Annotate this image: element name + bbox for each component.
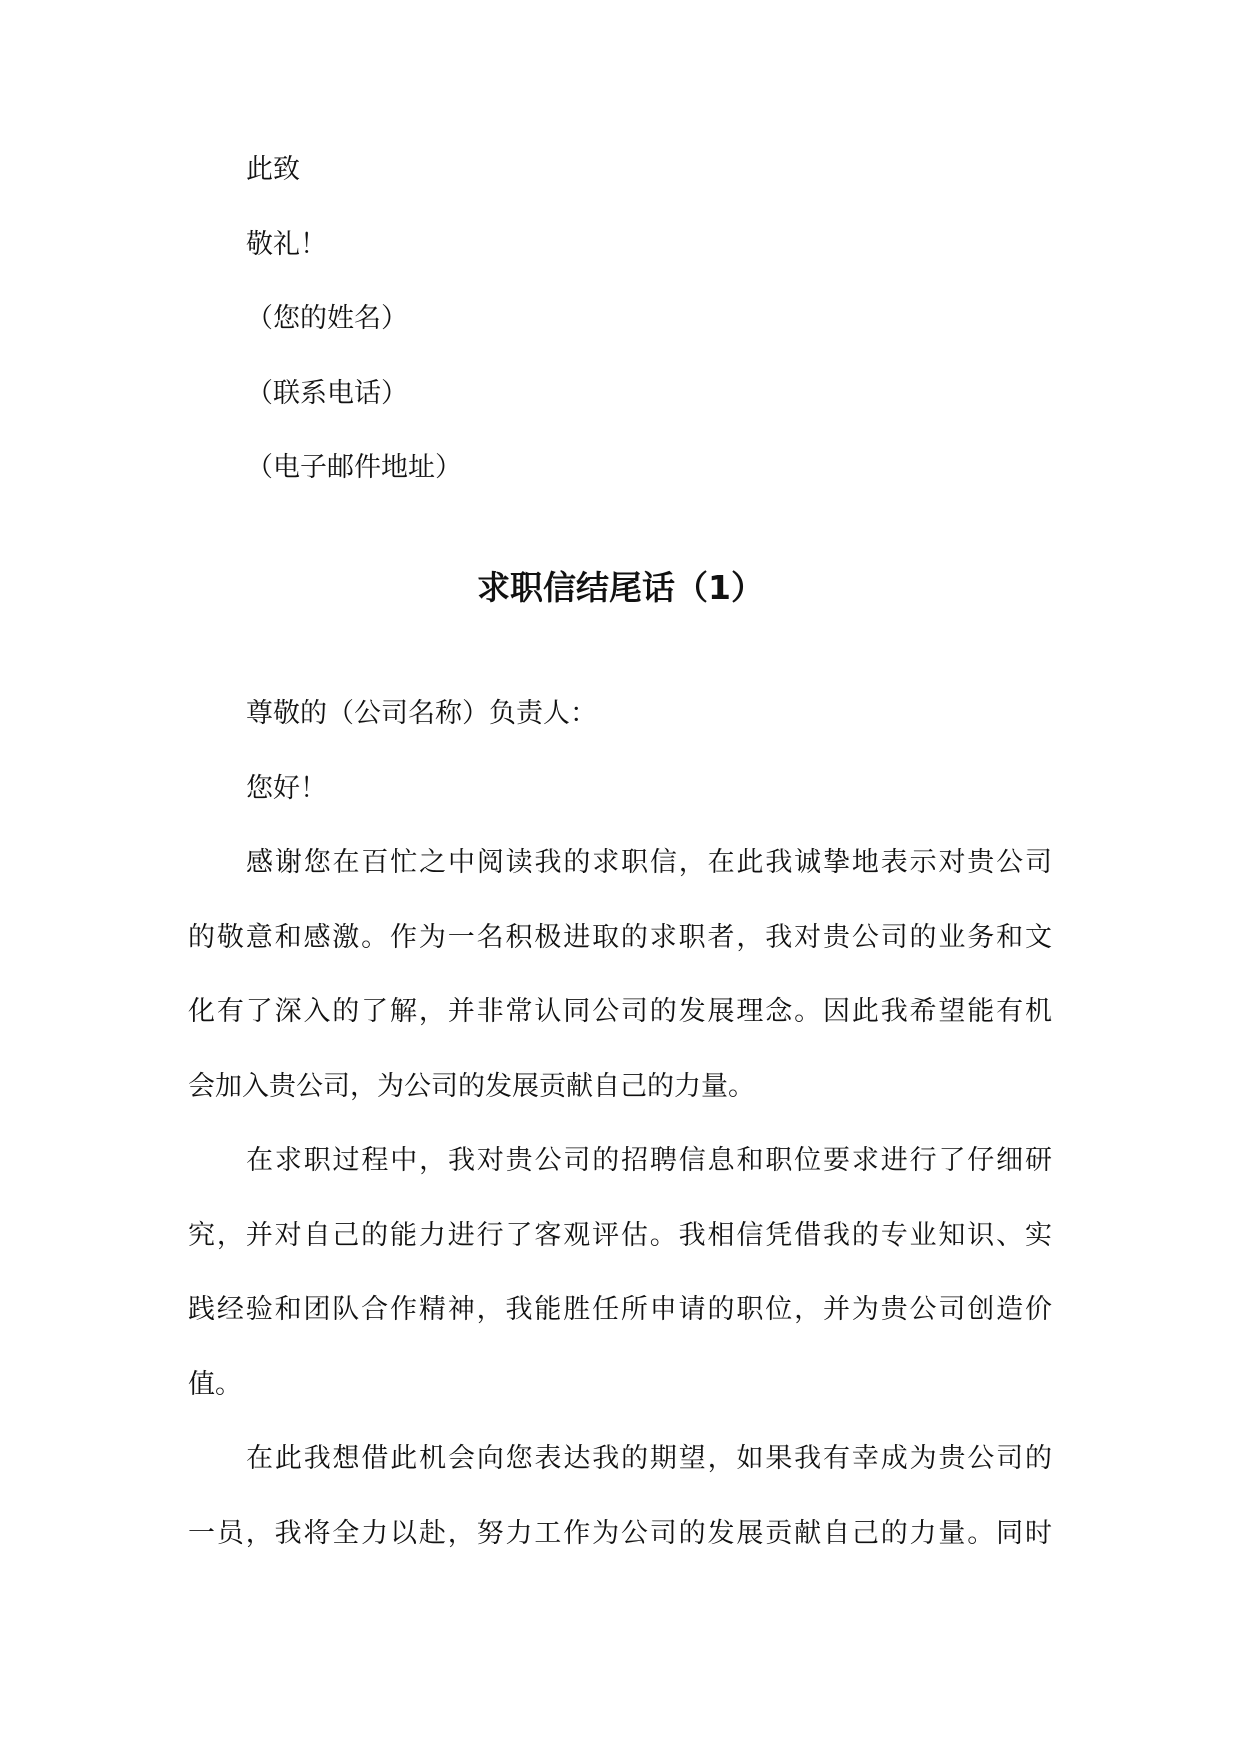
signature-email: （电子邮件地址） xyxy=(246,452,462,483)
closing-line-1: 此致 xyxy=(246,154,300,185)
paragraph-2-line: 究，并对自己的能力进行了客观评估。我相信凭借我的专业知识、实 xyxy=(188,1220,1052,1251)
signature-name: （您的姓名） xyxy=(246,303,408,334)
page-title: 求职信结尾话（1） xyxy=(477,568,764,607)
salutation: 尊敬的（公司名称）负责人： xyxy=(246,698,597,729)
greeting: 您好！ xyxy=(246,773,327,804)
paragraph-1-line: 的敬意和感激。作为一名积极进取的求职者，我对贵公司的业务和文 xyxy=(188,922,1052,953)
paragraph-2-line: 践经验和团队合作精神，我能胜任所申请的职位，并为贵公司创造价 xyxy=(188,1294,1052,1325)
paragraph-3-line: 在此我想借此机会向您表达我的期望，如果我有幸成为贵公司的 xyxy=(246,1443,1052,1474)
paragraph-2-line: 在求职过程中，我对贵公司的招聘信息和职位要求进行了仔细研 xyxy=(246,1145,1052,1176)
closing-line-2: 敬礼！ xyxy=(246,229,327,260)
paragraph-3-line: 一员，我将全力以赴，努力工作为公司的发展贡献自己的力量。同时 xyxy=(188,1518,1052,1549)
paragraph-1-line: 感谢您在百忙之中阅读我的求职信，在此我诚挚地表示对贵公司 xyxy=(246,847,1052,878)
paragraph-1-line: 化有了深入的了解，并非常认同公司的发展理念。因此我希望能有机 xyxy=(188,996,1052,1027)
paragraph-1-line: 会加入贵公司，为公司的发展贡献自己的力量。 xyxy=(188,1071,755,1102)
signature-phone: （联系电话） xyxy=(246,378,408,409)
paragraph-2-line: 值。 xyxy=(188,1369,242,1400)
